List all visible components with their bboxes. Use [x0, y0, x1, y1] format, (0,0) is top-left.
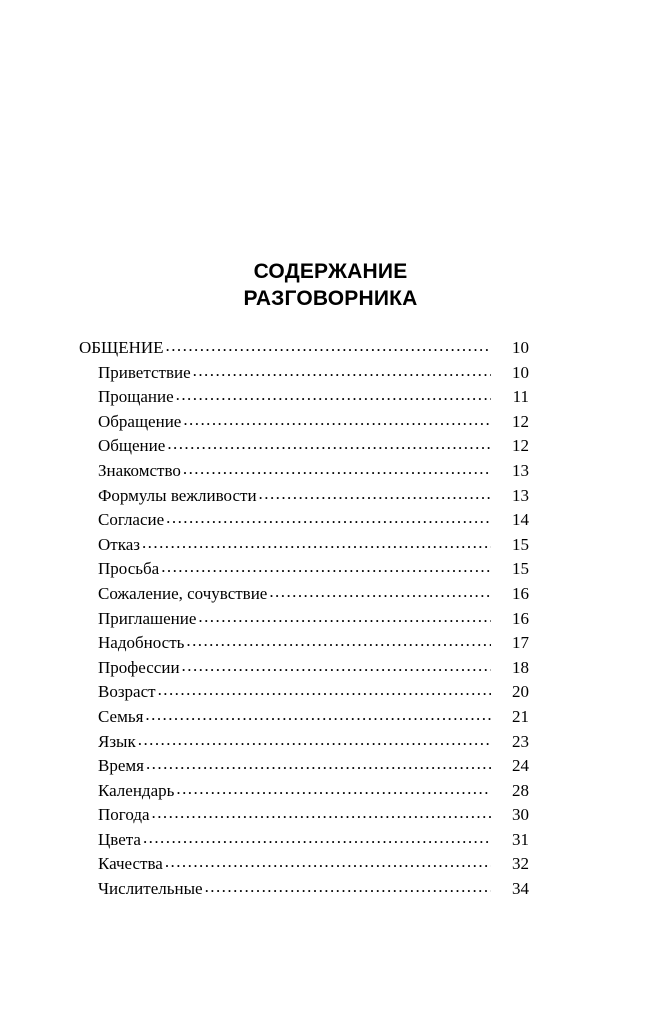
- toc-entry[interactable]: [79, 533, 529, 558]
- toc-entry[interactable]: [79, 459, 529, 484]
- toc-page-number: 34: [512, 879, 529, 899]
- toc-entry[interactable]: [79, 852, 529, 877]
- toc-entry[interactable]: [79, 730, 529, 755]
- toc-page-number: 31: [512, 829, 529, 849]
- toc-page-number: 12: [512, 436, 529, 456]
- toc-entry-label: Сожаление, сочувствие: [98, 583, 268, 603]
- toc-entry-label: Календарь: [98, 780, 175, 800]
- toc-leader-dots: [142, 533, 491, 550]
- toc-leader-dots: [166, 508, 491, 525]
- toc-entry-label: Формулы вежливости: [98, 485, 257, 505]
- toc-entry[interactable]: [79, 410, 529, 435]
- toc-entry-label: Общение: [98, 436, 166, 456]
- toc-page-number: 23: [512, 731, 529, 751]
- toc-entry[interactable]: [79, 361, 529, 386]
- toc-entry-label: Время: [98, 756, 144, 776]
- toc-entry[interactable]: [79, 754, 529, 779]
- toc-leader-dots: [182, 656, 491, 673]
- toc-leader-dots: [269, 582, 491, 599]
- toc-section-obshchenie[interactable]: [79, 336, 529, 361]
- toc-leader-dots: [152, 803, 491, 820]
- toc-leader-dots: [145, 705, 491, 722]
- toc-leader-dots: [205, 877, 491, 894]
- toc-page-number: 18: [512, 657, 529, 677]
- toc-entry[interactable]: [79, 557, 529, 582]
- toc-leader-dots: [158, 680, 491, 697]
- toc-page-number: 20: [512, 682, 529, 702]
- toc-page-number: 10: [512, 338, 529, 357]
- toc-entry-label: Приветствие: [98, 362, 191, 382]
- toc-entry-label: ОБЩЕНИЕ: [79, 338, 164, 357]
- toc-page-number: 30: [512, 805, 529, 825]
- toc-entry-label: Согласие: [98, 510, 165, 530]
- toc-entry-label: Знакомство: [98, 460, 181, 480]
- toc-entry[interactable]: [79, 779, 529, 804]
- contents-title-line-2: РАЗГОВОРНИКА: [243, 287, 418, 310]
- toc-page-number: 12: [512, 411, 529, 431]
- toc-leader-dots: [183, 459, 491, 476]
- toc-entry[interactable]: [79, 582, 529, 607]
- toc-leader-dots: [166, 336, 491, 353]
- toc-leader-dots: [138, 730, 491, 747]
- toc-page-number: 17: [512, 633, 529, 653]
- toc-entry-label: Качества: [98, 854, 163, 874]
- toc-page-number: 13: [512, 485, 529, 505]
- toc-entry-label: Цвета: [98, 829, 141, 849]
- toc-page-number: 10: [512, 362, 529, 382]
- toc-entry[interactable]: [79, 680, 529, 705]
- toc-entry-label: Приглашение: [98, 608, 197, 628]
- toc-entry[interactable]: [79, 803, 529, 828]
- toc-page-number: 32: [512, 854, 529, 874]
- toc-leader-dots: [167, 434, 491, 451]
- toc-page-number: 13: [512, 460, 529, 480]
- toc-entry[interactable]: [79, 877, 529, 902]
- toc-entry[interactable]: [79, 385, 529, 410]
- toc-entry-label: Числительные: [98, 879, 203, 899]
- toc-entry[interactable]: [79, 434, 529, 459]
- toc-entry-label: Надобность: [98, 633, 185, 653]
- toc-leader-dots: [183, 410, 491, 427]
- toc-leader-dots: [161, 557, 491, 574]
- toc-entry-label: Прощание: [98, 387, 174, 407]
- toc-page-number: 21: [512, 706, 529, 726]
- toc-leader-dots: [259, 484, 491, 501]
- toc-entry[interactable]: [79, 828, 529, 853]
- toc-entry[interactable]: [79, 508, 529, 533]
- toc-entry-label: Профессии: [98, 657, 180, 677]
- toc-page-number: 24: [512, 756, 529, 776]
- toc-entry-label: Возраст: [98, 682, 156, 702]
- toc-leader-dots: [176, 385, 491, 402]
- toc-leader-dots: [165, 852, 491, 869]
- toc-entry[interactable]: [79, 656, 529, 681]
- toc-entry-label: Обращение: [98, 411, 182, 431]
- toc-entry[interactable]: [79, 705, 529, 730]
- toc-page-number: 16: [512, 583, 529, 603]
- toc-entry-label: Отказ: [98, 534, 140, 554]
- toc-page-number: 28: [512, 780, 529, 800]
- toc-leader-dots: [193, 361, 491, 378]
- table-of-contents: [79, 336, 529, 902]
- toc-leader-dots: [146, 754, 491, 771]
- toc-page-number: 14: [512, 510, 529, 530]
- toc-entry-label: Семья: [98, 706, 144, 726]
- toc-page-number: 15: [512, 534, 529, 554]
- contents-title-line-1: СОДЕРЖАНИЕ: [253, 260, 408, 283]
- toc-entry-label: Погода: [98, 805, 150, 825]
- toc-entry[interactable]: [79, 631, 529, 656]
- toc-leader-dots: [186, 631, 491, 648]
- toc-page-number: 11: [512, 387, 529, 407]
- toc-entry-label: Просьба: [98, 559, 160, 579]
- toc-leader-dots: [143, 828, 491, 845]
- toc-entry[interactable]: [79, 607, 529, 632]
- toc-entry[interactable]: [79, 484, 529, 509]
- toc-leader-dots: [198, 607, 491, 624]
- toc-page-number: 15: [512, 559, 529, 579]
- toc-entry-label: Язык: [98, 731, 136, 751]
- toc-page-number: 16: [512, 608, 529, 628]
- toc-leader-dots: [176, 779, 491, 796]
